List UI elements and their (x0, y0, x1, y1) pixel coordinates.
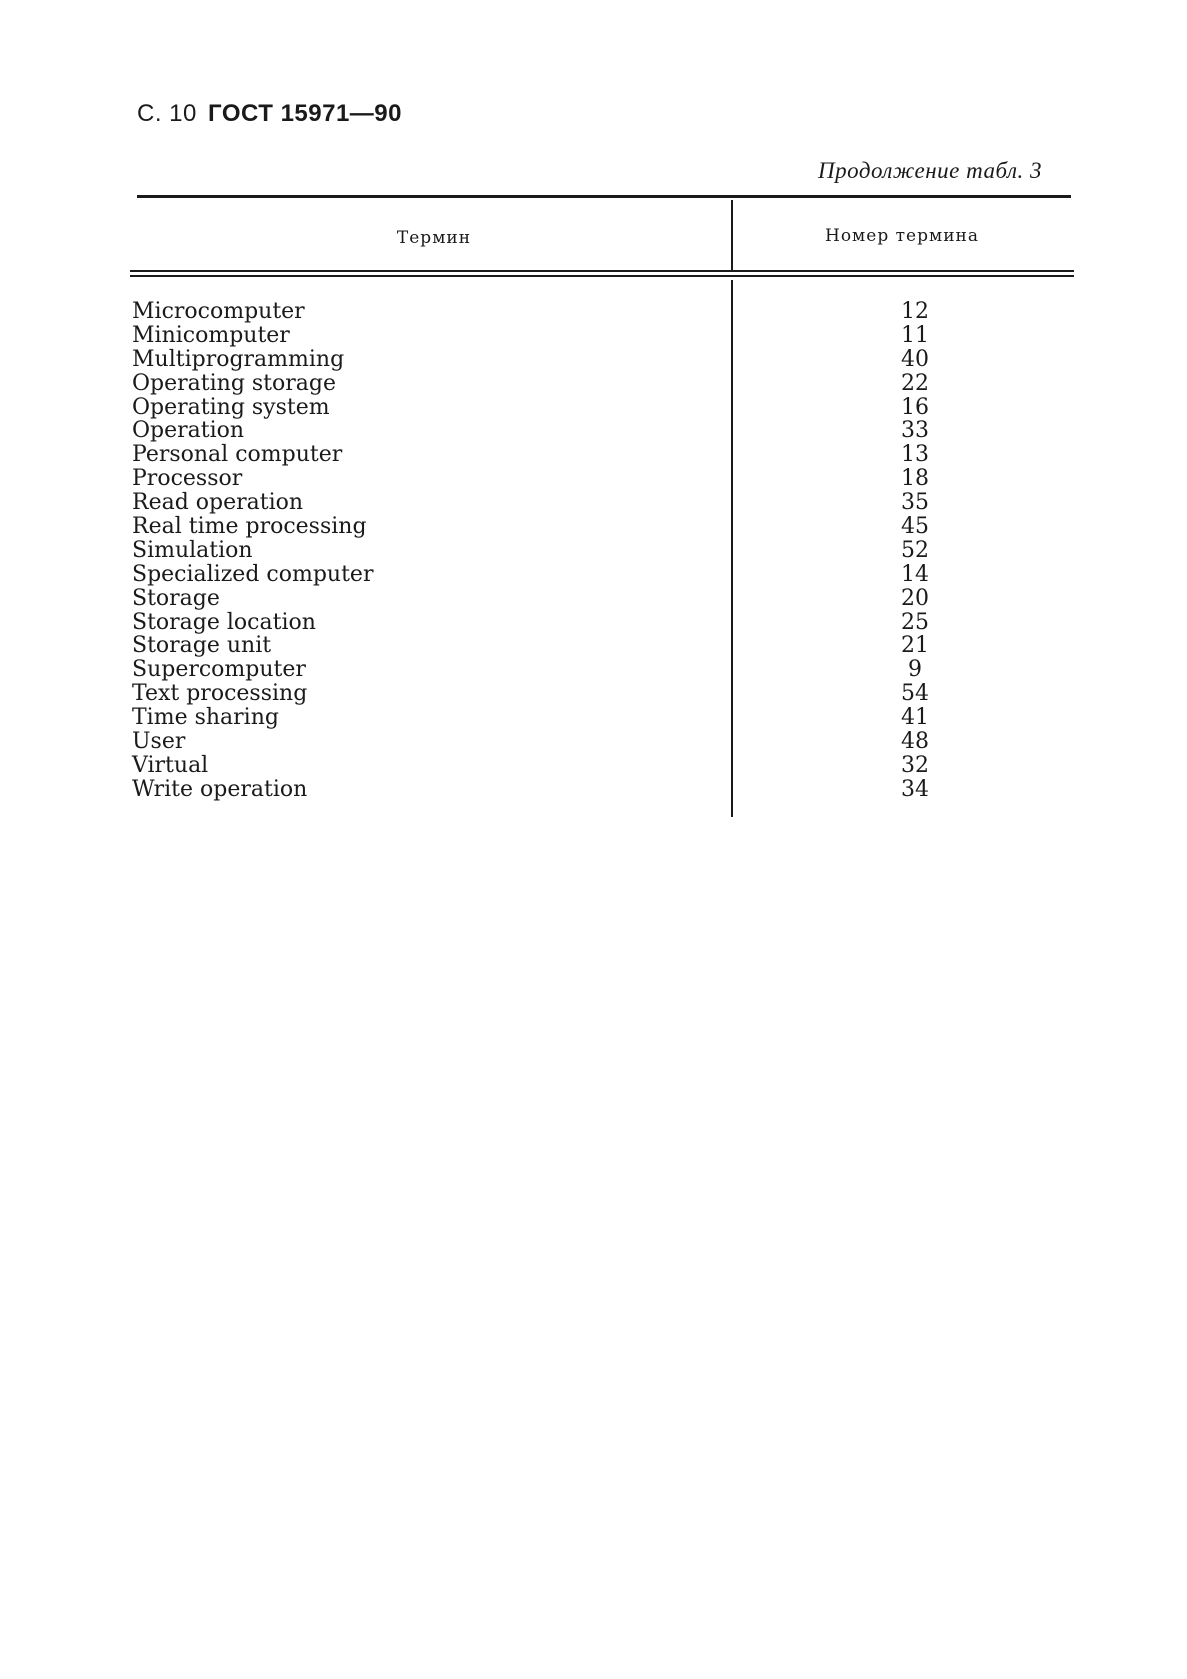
term-cell: Storage location (132, 609, 316, 635)
term-cell: Operating system (132, 394, 330, 420)
table-row (0, 730, 1187, 754)
term-cell: Processor (132, 466, 243, 492)
header-double-rule-upper (130, 270, 1074, 272)
term-cell: Virtual (132, 752, 209, 778)
term-number-cell: 45 (901, 514, 929, 540)
header-double-rule-lower (130, 275, 1074, 277)
table-row (0, 778, 1187, 802)
term-cell: Storage unit (132, 633, 272, 659)
table-row (0, 658, 1187, 682)
term-cell: Text processing (132, 681, 308, 707)
term-number-cell: 22 (901, 370, 929, 396)
term-cell: Personal computer (132, 442, 343, 468)
table-row (0, 467, 1187, 491)
term-number-cell: 35 (901, 490, 929, 516)
term-number-cell: 52 (901, 537, 929, 563)
table-row (0, 348, 1187, 372)
continuation-note: Продолжение табл. 3 (818, 158, 1042, 183)
term-number-cell: 14 (901, 561, 929, 587)
term-cell: Read operation (132, 490, 304, 516)
table-row (0, 372, 1187, 396)
column-header-number: Номер термина (825, 226, 979, 246)
table-row (0, 634, 1187, 658)
table-body (0, 300, 1187, 802)
table-row (0, 396, 1187, 420)
term-number-cell: 25 (901, 609, 929, 635)
table-row (0, 491, 1187, 515)
page-header (137, 100, 402, 128)
table-row (0, 443, 1187, 467)
standard-code: ГОСТ 15971—90 (208, 100, 402, 127)
table-row (0, 563, 1187, 587)
term-number-cell: 16 (901, 394, 929, 420)
term-cell: Operation (132, 418, 245, 444)
page-number: С. 10 (137, 100, 197, 127)
term-cell: Time sharing (132, 705, 279, 731)
term-number-cell: 34 (901, 776, 929, 802)
term-number-cell: 18 (901, 466, 929, 492)
term-number-cell: 41 (901, 705, 929, 731)
term-number-cell: 32 (901, 752, 929, 778)
term-cell: Microcomputer (132, 299, 305, 324)
table-top-rule (137, 195, 1071, 198)
table-row (0, 706, 1187, 730)
table-row (0, 300, 1187, 324)
table-row (0, 754, 1187, 778)
term-number-cell: 13 (901, 442, 929, 468)
term-cell: Storage (132, 585, 220, 611)
term-cell: Minicomputer (132, 322, 290, 348)
table-row (0, 515, 1187, 539)
term-cell: Simulation (132, 537, 253, 563)
term-cell: Multiprogramming (132, 346, 345, 372)
term-cell: Specialized computer (132, 561, 374, 587)
table-row (0, 539, 1187, 563)
term-number-cell: 9 (908, 657, 922, 683)
term-cell: Operating storage (132, 370, 337, 396)
term-number-cell: 40 (901, 346, 929, 372)
table-row (0, 419, 1187, 443)
term-cell: Write operation (132, 776, 308, 802)
term-number-cell: 33 (901, 418, 929, 444)
column-header-term: Термин (396, 228, 472, 248)
term-number-cell: 12 (901, 299, 929, 324)
table-row (0, 324, 1187, 348)
term-cell: User (132, 729, 186, 755)
table-row (0, 587, 1187, 611)
term-cell: Real time processing (132, 514, 367, 540)
term-number-cell: 11 (901, 322, 929, 348)
term-number-cell: 54 (901, 681, 929, 707)
term-cell: Supercomputer (132, 657, 306, 683)
table-row (0, 611, 1187, 635)
table-row (0, 682, 1187, 706)
term-number-cell: 20 (901, 585, 929, 611)
term-number-cell: 48 (901, 729, 929, 755)
term-number-cell: 21 (901, 633, 929, 659)
